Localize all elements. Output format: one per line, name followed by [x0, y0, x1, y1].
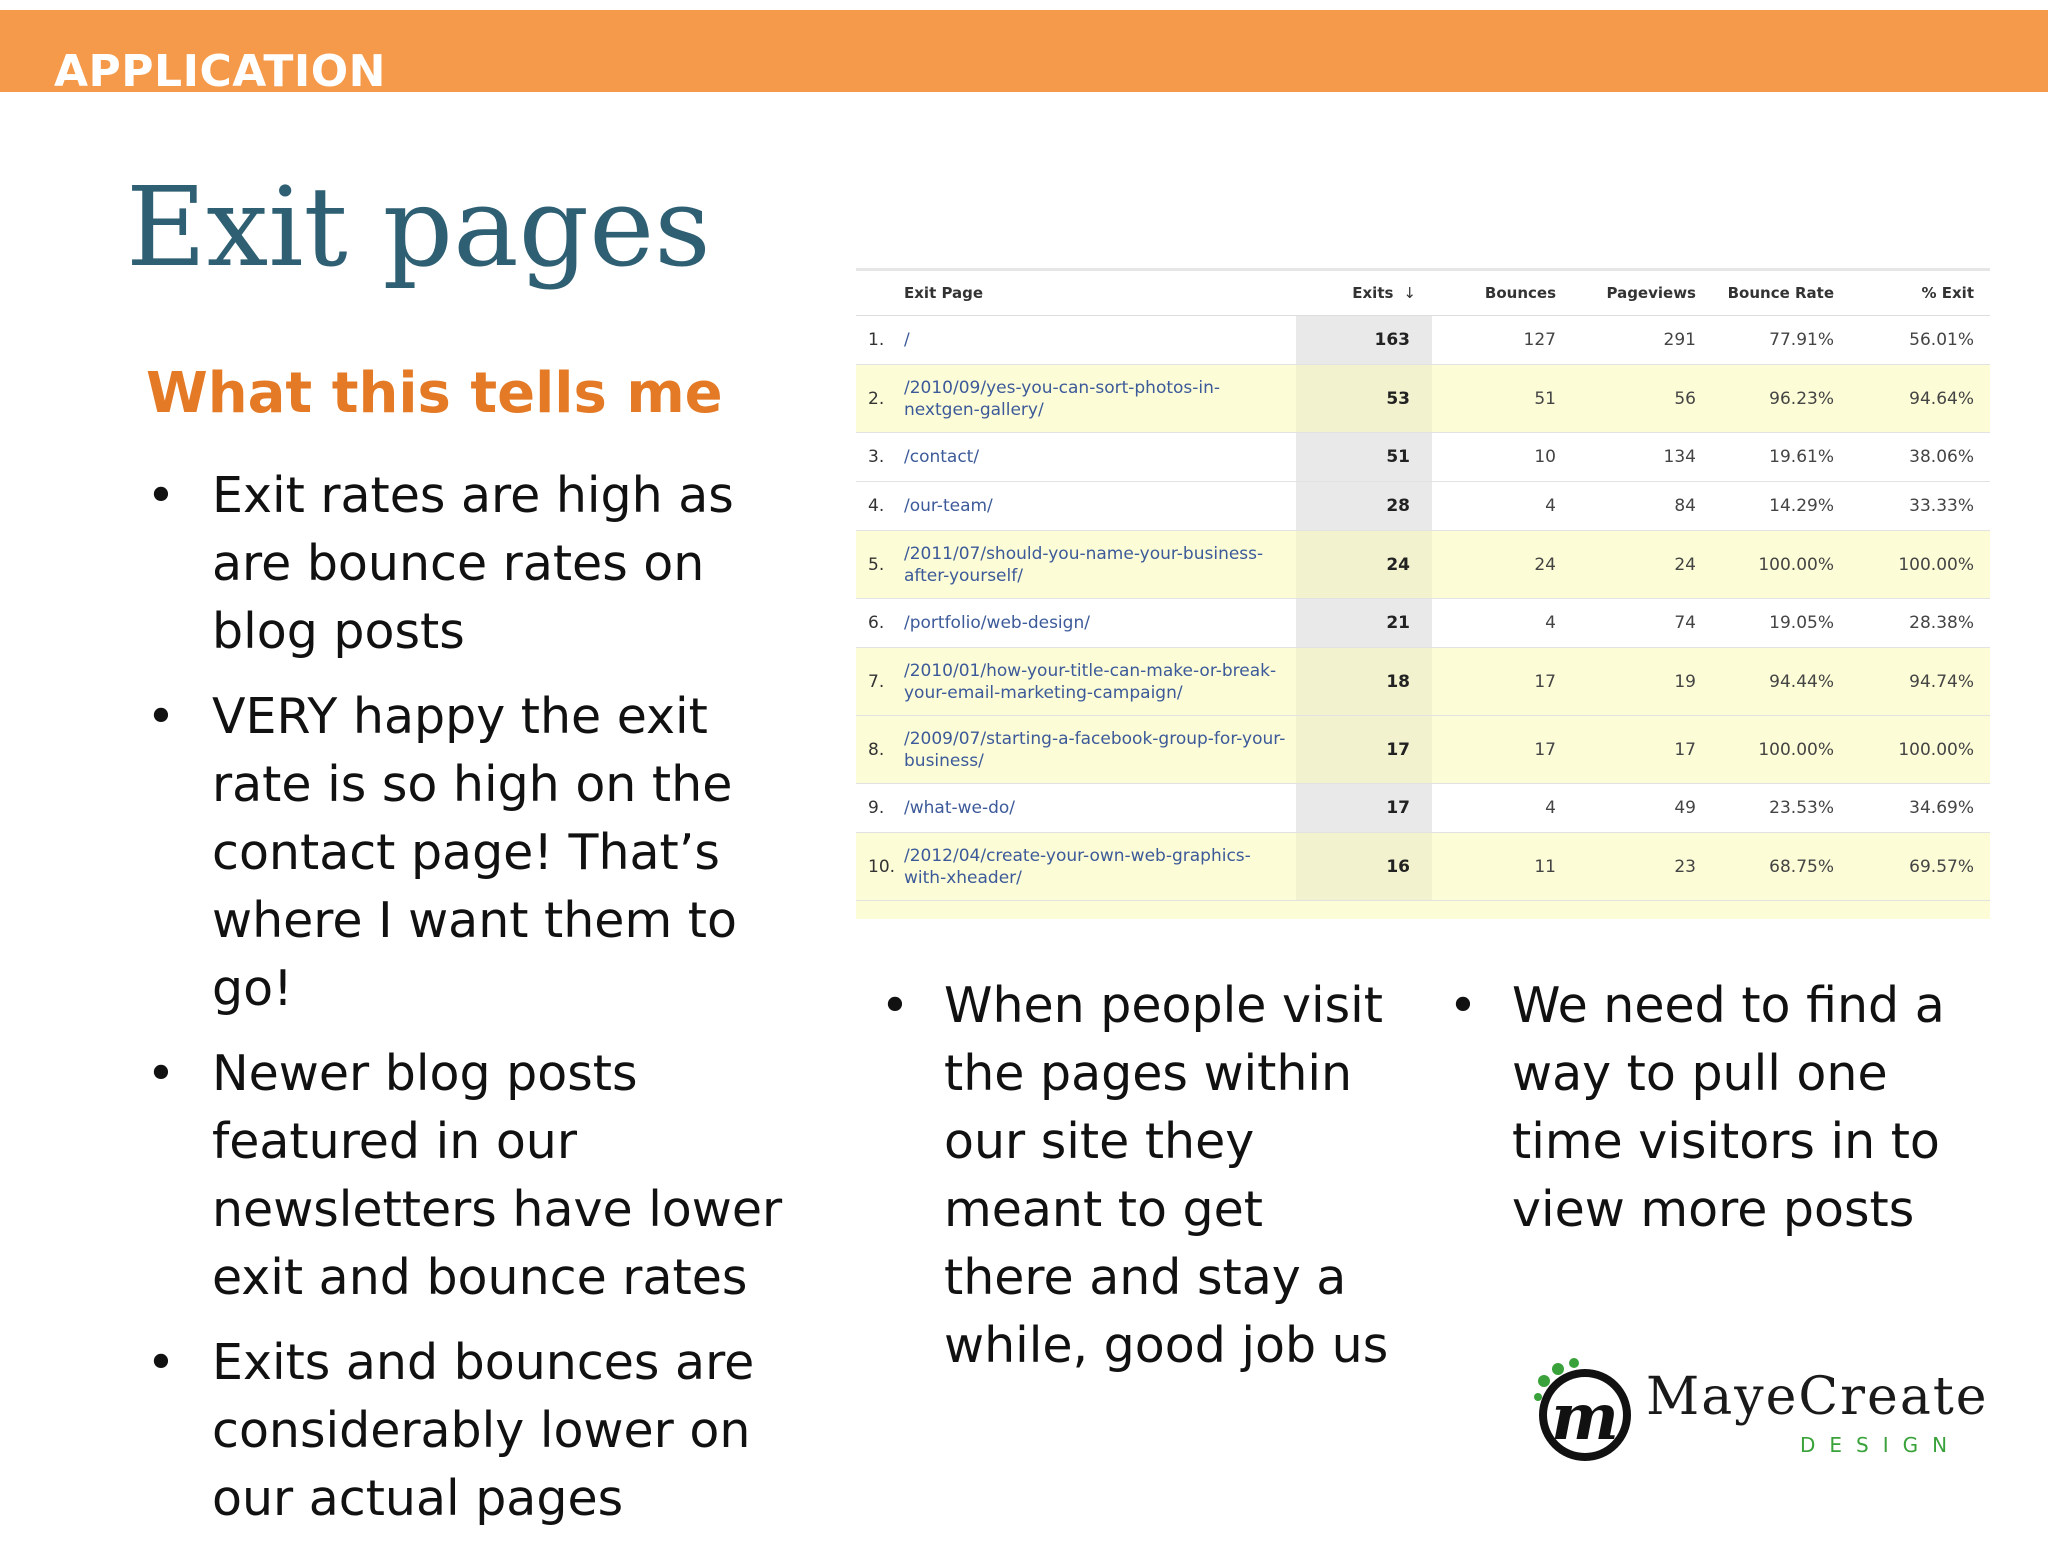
- bullet-icon: •: [146, 467, 176, 524]
- table-row: 6. /portfolio/web-design/ 21 4 74 19.05% 28.38%: [856, 599, 1990, 648]
- section-subtitle: What this tells me: [146, 361, 723, 426]
- arrow-down-icon: ↓: [1403, 284, 1416, 302]
- page-link[interactable]: /2009/07/starting-a-facebook-group-for-your-business/: [896, 716, 1296, 784]
- bullet-icon: •: [880, 977, 910, 1034]
- table-row: 1. / 163 127 291 77.91% 56.01%: [856, 316, 1990, 365]
- company-logo: [1530, 1355, 1989, 1465]
- column-header-exit-page[interactable]: Exit Page: [896, 271, 1296, 316]
- logo-subtitle: DESIGN: [1800, 1433, 1962, 1457]
- table-row: 2. /2010/09/yes-you-can-sort-photos-in-nextgen-gallery/ 53 51 56 96.23% 94.64%: [856, 365, 1990, 433]
- bullet-icon: •: [146, 1045, 176, 1102]
- page-link[interactable]: /2012/04/create-your-own-web-graphics-with-xheader/: [896, 833, 1296, 901]
- page-link[interactable]: /what-we-do/: [896, 784, 1296, 833]
- list-item: • When people visit the pages within our site they meant to get there and stay a while, good job us: [880, 972, 1400, 1380]
- table-row: 10. /2012/04/create-your-own-web-graphics-with-xheader/ 16 11 23 68.75% 69.57%: [856, 833, 1990, 901]
- column-header-bounce-rate[interactable]: Bounce Rate: [1712, 271, 1850, 316]
- page-link[interactable]: /2010/01/how-your-title-can-make-or-break-your-email-marketing-campaign/: [896, 648, 1296, 716]
- list-item: • We need to find a way to pull one time visitors in to view more posts: [1448, 972, 2008, 1244]
- table-row: 3. /contact/ 51 10 134 19.61% 38.06%: [856, 433, 1990, 482]
- page-link[interactable]: /contact/: [896, 433, 1296, 482]
- list-item: • Newer blog posts featured in our newsletters have lower exit and bounce rates: [146, 1040, 806, 1312]
- table-row: 9. /what-we-do/ 17 4 49 23.53% 34.69%: [856, 784, 1990, 833]
- bullet-icon: •: [1448, 977, 1478, 1034]
- list-item: • Exits and bounces are considerably lower on our actual pages: [146, 1329, 806, 1533]
- table-row: 4. /our-team/ 28 4 84 14.29% 33.33%: [856, 482, 1990, 531]
- middle-bullet-list: [880, 972, 1400, 1380]
- column-header-exits[interactable]: Exits ↓: [1296, 271, 1432, 316]
- logo-wordmark: MayeCreate: [1646, 1367, 1989, 1427]
- page-title: Exit pages: [126, 163, 711, 291]
- page-link[interactable]: /2010/09/yes-you-can-sort-photos-in-nextgen-gallery/: [896, 365, 1296, 433]
- exit-pages-table: [856, 268, 1990, 919]
- column-header-exit-percent[interactable]: % Exit: [1850, 271, 1990, 316]
- table-row: 7. /2010/01/how-your-title-can-make-or-break-your-email-marketing-campaign/ 18 17 19 94.44% 94.74%: [856, 648, 1990, 716]
- list-item: • Exit rates are high as are bounce rates on blog posts: [146, 462, 806, 666]
- page-link[interactable]: /portfolio/web-design/: [896, 599, 1296, 648]
- table-footer: [856, 901, 1990, 919]
- page-link[interactable]: /: [896, 316, 1296, 365]
- header-banner: [0, 10, 2048, 97]
- section-label: APPLICATION: [54, 46, 386, 97]
- page-link[interactable]: /our-team/: [896, 482, 1296, 531]
- bullet-icon: •: [146, 1334, 176, 1391]
- column-header-bounces[interactable]: Bounces: [1432, 271, 1572, 316]
- left-bullet-list: [146, 462, 806, 1550]
- page-link[interactable]: /2011/07/should-you-name-your-business-after-yourself/: [896, 531, 1296, 599]
- bullet-icon: •: [146, 688, 176, 745]
- table-row: 5. /2011/07/should-you-name-your-business-after-yourself/ 24 24 24 100.00% 100.00%: [856, 531, 1990, 599]
- right-bullet-list: [1448, 972, 2008, 1244]
- m-logo-icon: [1530, 1355, 1640, 1465]
- list-item: • VERY happy the exit rate is so high on the contact page! That’s where I want them to go!: [146, 683, 806, 1023]
- svg-text:m: m: [1551, 1380, 1619, 1455]
- table-row: 8. /2009/07/starting-a-facebook-group-for-your-business/ 17 17 17 100.00% 100.00%: [856, 716, 1990, 784]
- column-header-pageviews[interactable]: Pageviews: [1572, 271, 1712, 316]
